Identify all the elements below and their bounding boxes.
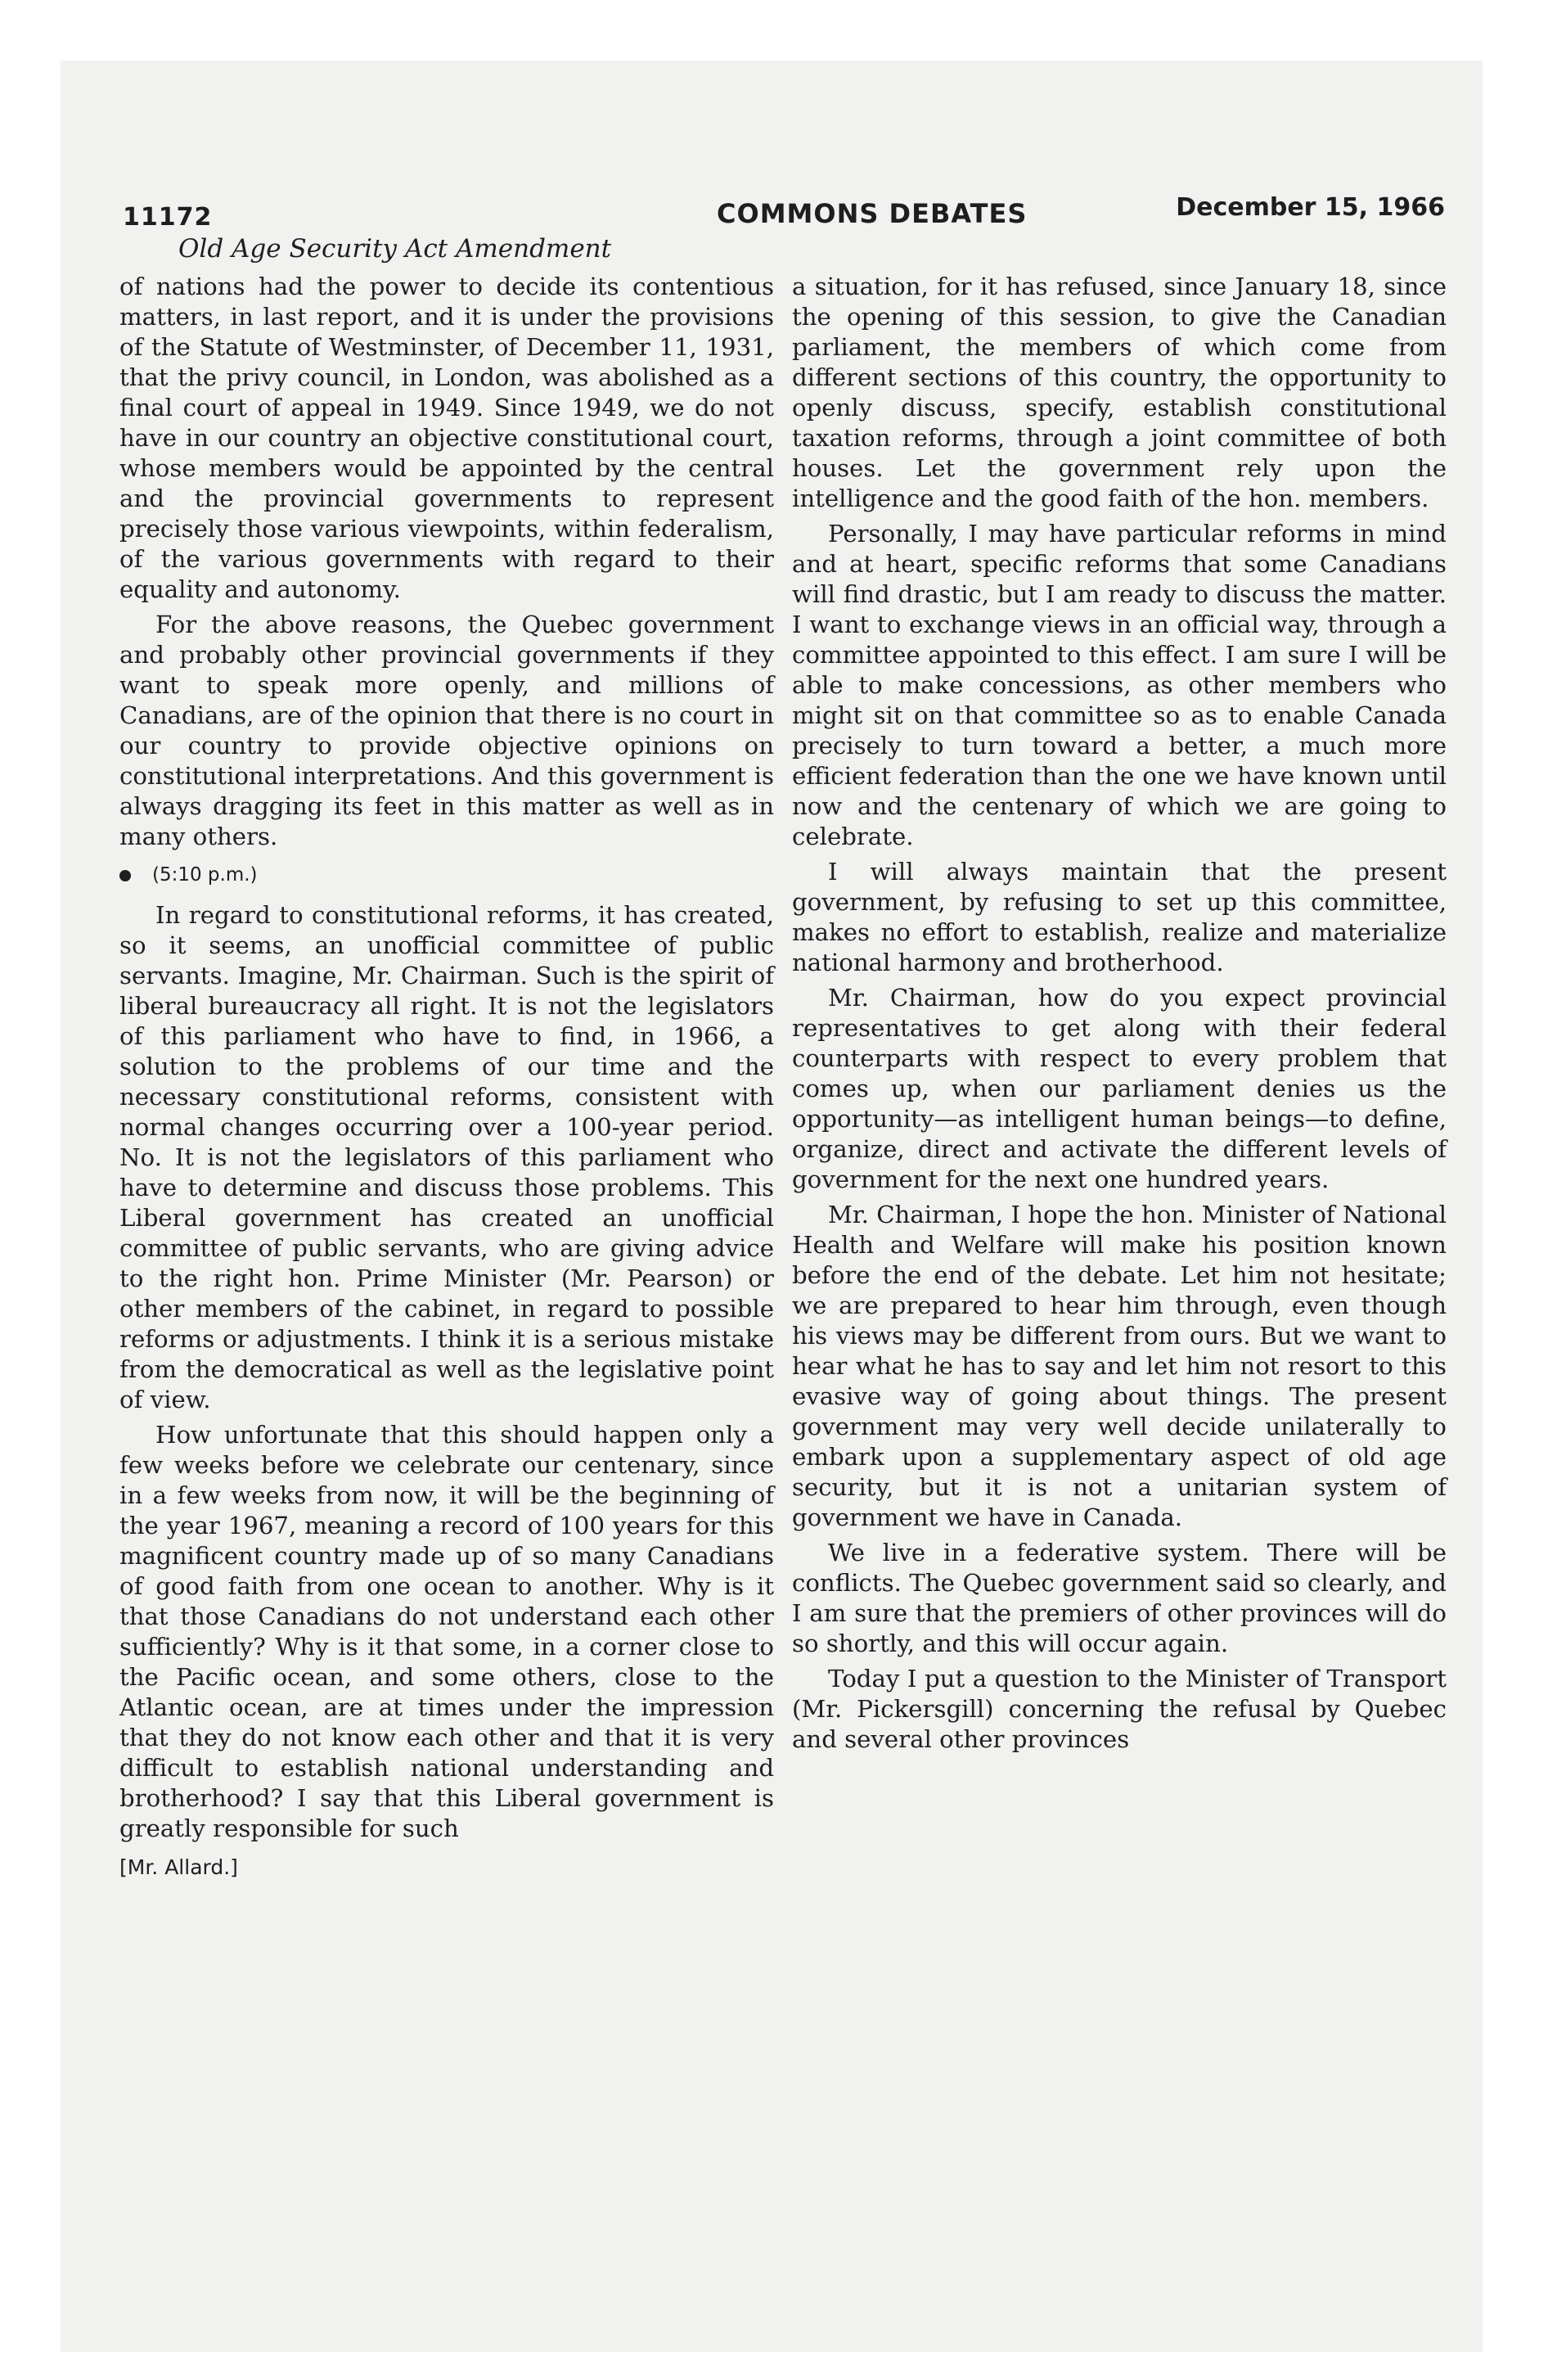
bullet-icon xyxy=(119,870,131,881)
right-column xyxy=(792,272,1447,1760)
paragraph: I will always maintain that the present government, by refusing to set up this committee, makes no effort to establish, realize and materialize national harmony and brotherhood. xyxy=(792,858,1447,976)
page-number: 11172 xyxy=(123,203,213,232)
time-stamp xyxy=(119,860,774,890)
paragraph: Personally, I may have particular reforms in mind and at heart, specific reforms that some Canadians will find drastic, but I am ready to discuss the matter. I want to exchange views in an official way, through a committee appointed to this effect. I am sure I will be able to make concessions, as other members who might sit on that committee so as to enable Canada precisely to turn toward a better, a much more efficient federation than the one we have known until now and the centenary of which we are going to celebrate. xyxy=(792,520,1447,850)
paragraph: Mr. Chairman, how do you expect provincial representatives to get along with their federal counterparts with respect to every problem that comes up, when our parliament denies us the opportunity—as intelligent human beings—to define, organize, direct and activate the different levels of government for the next one hundred years. xyxy=(792,984,1447,1193)
paragraph: How unfortunate that this should happen only a few weeks before we celebrate our centenary, since in a few weeks from now, it will be the beginning of the year 1967, meaning a record of 100 years for this magnificent country made up of so many Canadians of good faith from one ocean to another. Why is it that those Canadians do not understand each other sufficiently? Why is it that some, in a corner close to the Pacific ocean, and some others, close to the Atlantic ocean, are at times under the impression that they do not know each other and that it is very difficult to establish national understanding and brotherhood? I say that this Liberal government is greatly responsible for such xyxy=(119,1421,774,1842)
paragraph: a situation, for it has refused, since January 18, since the opening of this session, to give the Canadian parliament, the members of which come from different sections of this country, the opportunity to openly discuss, specify, establish constitutional taxation reforms, through a joint committee of both houses. Let the government rely upon the intelligence and the good faith of the hon. members. xyxy=(792,273,1447,512)
page-date: December 15, 1966 xyxy=(1176,193,1445,222)
speaker-attribution: [Mr. Allard.] xyxy=(119,1855,238,1879)
paragraph: Mr. Chairman, I hope the hon. Minister of National Health and Welfare will make his position known before the end of the debate. Let him not hesitate; we are prepared to hear him through, even though his views may be different from ours. But we want to hear what he has to say and let him not resort to this evasive way of going about things. The present government may very well decide unilaterally to embark upon a supplementary aspect of old age security, but it is not a unitarian system of government we have in Canada. xyxy=(792,1201,1447,1531)
paragraph: Today I put a question to the Minister of Transport (Mr. Pickersgill) concerning the refusal by Quebec and several other provinces xyxy=(792,1665,1447,1753)
left-column xyxy=(119,272,774,1882)
running-header xyxy=(123,193,1445,239)
paragraph: In regard to constitutional reforms, it has created, so it seems, an unofficial committee of public servants. Imagine, Mr. Chairman. Such is the spirit of liberal bureaucracy all right. It is not the legislators of this parliament who have to find, in 1966, a solution to the problems of our time and the necessary constitutional reforms, consistent with normal changes occurring over a 100-year period. No. It is not the legislators of this parliament who have to determine and discuss those problems. This Liberal government has created an unofficial committee of public servants, who are giving advice to the right hon. Prime Minister (Mr. Pearson) or other members of the cabinet, in regard to possible reforms or adjustments. I think it is a serious mistake from the democratical as well as the legislative point of view. xyxy=(119,901,774,1413)
time-stamp-text: (5:10 p.m.) xyxy=(152,864,258,886)
paragraph: of nations had the power to decide its contentious matters, in last report, and it is under the provisions of the Statute of Westminster, of December 11, 1931, that the privy council, in London, was abolished as a final court of appeal in 1949. Since 1949, we do not have in our country an objective constitutional court, whose members would be appointed by the central and the provincial governments to represent precisely those various viewpoints, within federalism, of the various governments with regard to their equality and autonomy. xyxy=(119,273,774,603)
publication-title: COMMONS DEBATES xyxy=(717,198,1028,229)
paragraph: For the above reasons, the Quebec government and probably other provincial governments if they want to speak more openly, and millions of Canadians, are of the opinion that there is no court in our country to provide objective opinions on constitutional interpretations. And this government is always dragging its feet in this matter as well as in many others. xyxy=(119,611,774,850)
section-subtitle: Old Age Security Act Amendment xyxy=(178,234,612,264)
paragraph: We live in a federative system. There will be conflicts. The Quebec government said so clearly, and I am sure that the premiers of other provinces will do so shortly, and this will occur again. xyxy=(792,1539,1447,1657)
